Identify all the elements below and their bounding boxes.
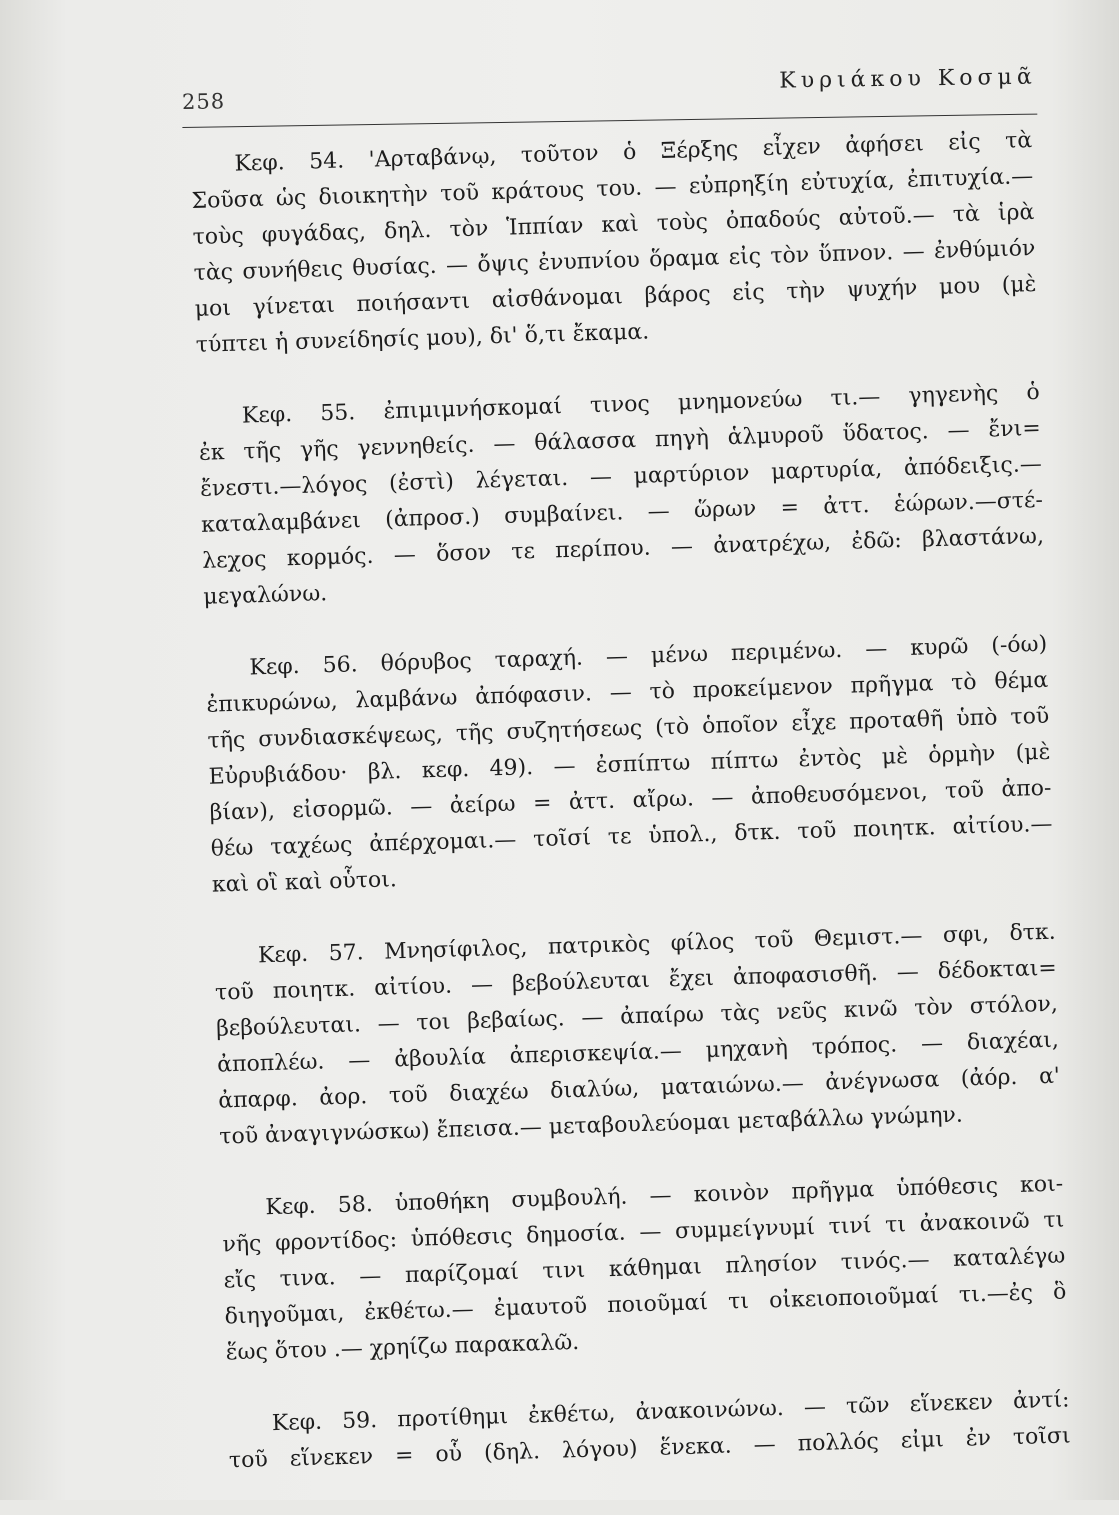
text-line: ἐκ τῆς γῆς γεννηθείς. — θάλασσα πηγὴ ἁλμυροῦ ὕδατος. — ἔνι= [198,415,1042,466]
text-line: καταλαμβάνει (ἀπροσ.) συμβαίνει. — ὥρων = ἀττ. ἑώρων.—στέ- [200,487,1044,538]
chapter-56-notes [205,627,1054,904]
text-line: Κεφ. 59. προτίθημι ἐκθέτω, ἀνακοινώνω. — τῶν εἵνεκεν ἀντί: [271,1387,1070,1437]
text-line: βίαν), εἰσορμῶ. — ἀείρω = ἀττ. αἴρω. — ἀποθευσόμενοι, τοῦ ἀπο- [209,775,1052,826]
text-line: Κεφ. 57. Μνησίφιλος, πατρικὸς φίλος τοῦ Θεμιστ.— σφι, δτκ. [257,919,1057,969]
text-line: βεβούλευται. — τοι βεβαίως. — ἀπαίρω τὰς νεῦς κινῶ τὸν στόλον, [215,991,1059,1042]
text-line: τοῦ ποιητκ. αἰτίου. — βεβούλευται ἔχει ἀποφασισθῆ. — δέδοκται= [214,955,1058,1006]
text-line: ἕως ὅτου .— χρηίζω παρακαλῶ. [225,1329,580,1366]
text-line: ἀποπλέω. — ἀβουλία ἀπερισκεψία.— μηχανὴ τρόπος. — διαχέαι, [216,1027,1060,1078]
text-line: καὶ οἳ καὶ οὗτοι. [211,867,398,898]
running-title: Κυριάκου Κοσμᾶ [779,64,1037,94]
text-line: τύπτει ἡ συνείδησίς μου), δι' ὅ,τι ἔκαμα. [195,319,650,358]
text-line: τὰς συνήθεις θυσίας. — ὄψις ἐνυπνίου ὅραμα εἰς τὸν ὕπνον. — ἐνθύμιόν [193,235,1036,286]
text-line: εἴς τινα. — παρίζομαί τινι κάθημαι πλησίον τινός.— καταλέγω [223,1243,1066,1294]
chapter-55-notes [197,375,1045,616]
text-line: ἔνεστι.—λόγος (ἐστὶ) λέγεται. — μαρτύριον μαρτυρία, ἀπόδειξις.— [199,451,1043,502]
text-line: νῆς φροντίδος: ὑπόθεσις δημοσία. — συμμείγνυμί τινί τι ἀνακοινῶ τι [222,1207,1065,1258]
text-line: λεχος κορμός. — ὅσον τε περίπου. — ἀνατρέχω, ἐδῶ: βλαστάνω, [201,523,1045,574]
text-line: τοῦ ἀναγιγνώσκω) ἔπεισα.— μεταβουλεύομαι μεταβάλλω γνώμην. [218,1102,964,1150]
text-line: διηγοῦμαι, ἐκθέτω.— ἐμαυτοῦ ποιοῦμαί τι οἰκειοποιοῦμαί τι.—ἐς ὃ [224,1279,1067,1330]
page-number: 258 [181,89,226,114]
chapter-58-notes [221,1167,1068,1372]
text-line: τοῦ εἵνεκεν = οὗ (δηλ. λόγου) ἕνεκα. — πολλός εἰμι ἐν τοῖσι [228,1423,1071,1474]
text-line: ἐπικυρώνω, λαμβάνω ἀπόφασιν. — τὸ προκείμενον πρῆγμα τὸ θέμα [206,667,1049,718]
chapter-59-notes [227,1382,1071,1479]
text-line: ἀπαρφ. ἀορ. τοῦ διαχέω διαλύω, ματαιώνω.— ἀνέγνωσα (ἀόρ. α' [217,1063,1061,1114]
text-line: Κεφ. 58. ὑποθήκη συμβουλή. — κοινὸν πρῆγμα ὑπόθεσις κοι- [265,1171,1064,1221]
chapter-54-notes [190,123,1038,364]
text-line: μεγαλώνω. [202,581,328,610]
chapter-57-notes [213,915,1061,1156]
text-line: Σοῦσα ὡς διοικητὴν τοῦ κράτους του. — εὐπρηξίη εὐτυχία, ἐπιτυχία.— [191,164,1034,214]
text-line: τῆς συνδιασκέψεως, τῆς συζητήσεως (τὸ ὁποῖον εἶχε προταθῆ ὑπὸ τοῦ [207,703,1050,754]
text-line: τοὺς φυγάδας, δηλ. τὸν Ἱππίαν καὶ τοὺς ὀπαδούς αὐτοῦ.— τὰ ἱρὰ [192,199,1035,250]
text-body [190,123,1072,1515]
text-line: Κεφ. 55. ἐπιμιμνήσκομαί τινος μνημονεύω τι.— γηγενὴς ὁ [241,379,1040,429]
text-line: Κεφ. 56. θόρυβος ταραχή. — μένω περιμένω. — κυρῶ (-όω) [249,631,1048,681]
text-line: Κεφ. 54. 'Αρταβάνῳ, τοῦτον ὁ Ξέρξης εἶχεν ἀφήσει εἰς τὰ [234,128,1033,177]
text-line: θέω ταχέως ἀπέρχομαι.— τοῖσί τε ὑπολ., δτκ. τοῦ ποιητκ. αἰτίου.— [210,811,1053,862]
text-line: Εὐρυβιάδου· βλ. κεφ. 49). — ἐσπίπτω πίπτω ἐντὸς μὲ ὁρμὴν (μὲ [208,739,1051,790]
text-line: μοι γίνεται ποιήσαντι αἰσθάνομαι βάρος εἰς τὴν ψυχήν μου (μὲ [194,271,1037,322]
running-head [182,63,1038,128]
